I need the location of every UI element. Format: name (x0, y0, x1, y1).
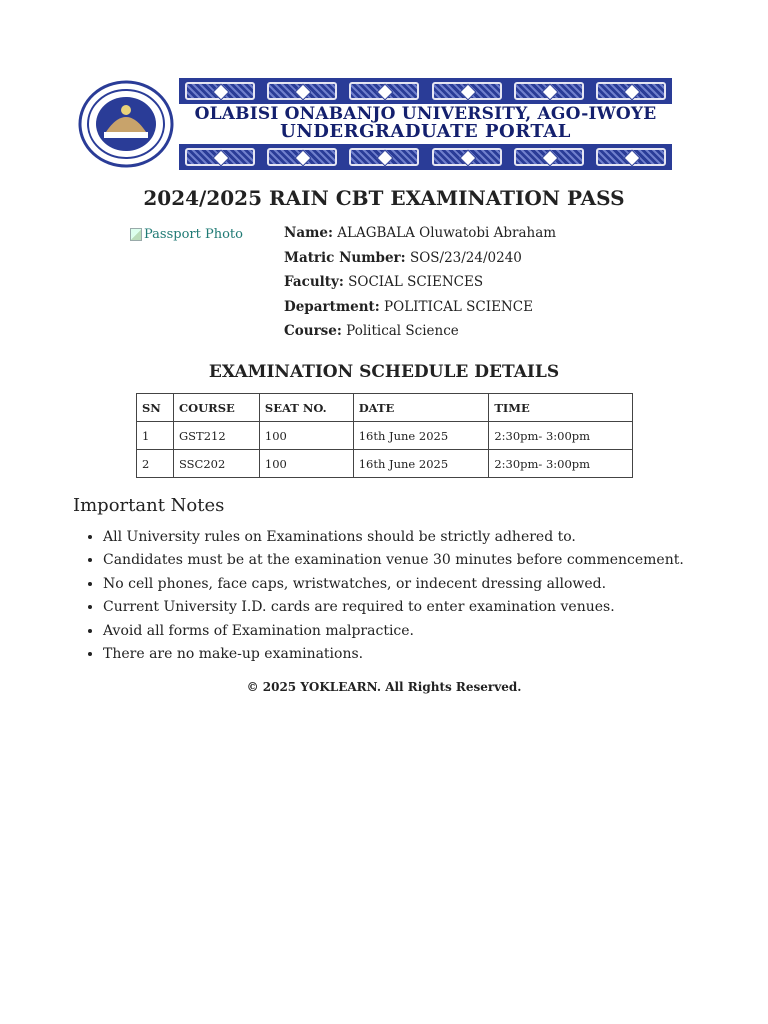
decorative-pattern-strip-top (179, 78, 672, 104)
list-item: • Candidates must be at the examination venue 30 minutes before commencement. (103, 549, 684, 572)
broken-image-icon (130, 228, 142, 241)
field-value: SOS/23/24/0240 (409, 249, 522, 266)
table-cell: 2:30pm- 3:00pm (489, 422, 633, 450)
table-cell: 16th June 2025 (353, 450, 489, 478)
list-item: • There are no make-up examinations. (103, 643, 684, 666)
list-item: • All University rules on Examinations should be strictly adhered to. (103, 526, 684, 549)
notes-title: Important Notes (73, 495, 225, 516)
list-item: • Avoid all forms of Examination malpractice. (103, 620, 684, 643)
list-item: • Current University I.D. cards are required to enter examination venues. (103, 596, 684, 619)
table-cell: 100 (259, 450, 353, 478)
table-row (137, 450, 633, 478)
table-cell: 16th June 2025 (353, 422, 489, 450)
footer-copyright: © 2025 YOKLEARN. All Rights Reserved. (246, 680, 522, 694)
student-info (284, 222, 556, 345)
table-cell: 2 (137, 450, 174, 478)
matric-number-row (284, 247, 556, 272)
column-header: DATE (353, 394, 489, 422)
university-seal-logo (78, 80, 174, 168)
column-header: SN (137, 394, 174, 422)
field-label: Matric Number: (284, 249, 406, 266)
portal-title (179, 105, 672, 143)
passport-photo (130, 227, 243, 242)
table-cell: GST212 (173, 422, 259, 450)
page-title: 2024/2025 RAIN CBT EXAMINATION PASS (143, 186, 625, 210)
table-cell: 2:30pm- 3:00pm (489, 450, 633, 478)
notes-list (83, 526, 684, 666)
field-value: Political Science (346, 323, 459, 340)
university-name: OLABISI ONABANJO UNIVERSITY, AGO-IWOYE (194, 104, 657, 124)
field-label: Name: (284, 225, 333, 241)
field-label: Course: (284, 323, 342, 340)
table-cell: 1 (137, 422, 174, 450)
field-label: Faculty: (284, 274, 344, 291)
field-value: POLITICAL SCIENCE (384, 298, 533, 315)
column-header: SEAT NO. (259, 394, 353, 422)
passport-photo-alt: Passport Photo (144, 227, 243, 242)
table-cell: SSC202 (173, 450, 259, 478)
list-item: • No cell phones, face caps, wristwatches, or indecent dressing allowed. (103, 573, 684, 596)
table-header-row (137, 394, 633, 422)
student-name-row (284, 222, 556, 247)
field-value: ALAGBALA Oluwatobi Abraham (337, 225, 557, 241)
schedule-table (136, 393, 633, 478)
course-row (284, 320, 556, 345)
table-row (137, 422, 633, 450)
portal-name: UNDERGRADUATE PORTAL (280, 121, 571, 142)
schedule-title: EXAMINATION SCHEDULE DETAILS (208, 362, 560, 382)
table-cell: 100 (259, 422, 353, 450)
faculty-row (284, 271, 556, 296)
column-header: TIME (489, 394, 633, 422)
university-banner (78, 78, 672, 170)
field-label: Department: (284, 298, 380, 315)
decorative-pattern-strip-bottom (179, 144, 672, 170)
field-value: SOCIAL SCIENCES (348, 274, 484, 291)
department-row (284, 296, 556, 321)
column-header: COURSE (173, 394, 259, 422)
